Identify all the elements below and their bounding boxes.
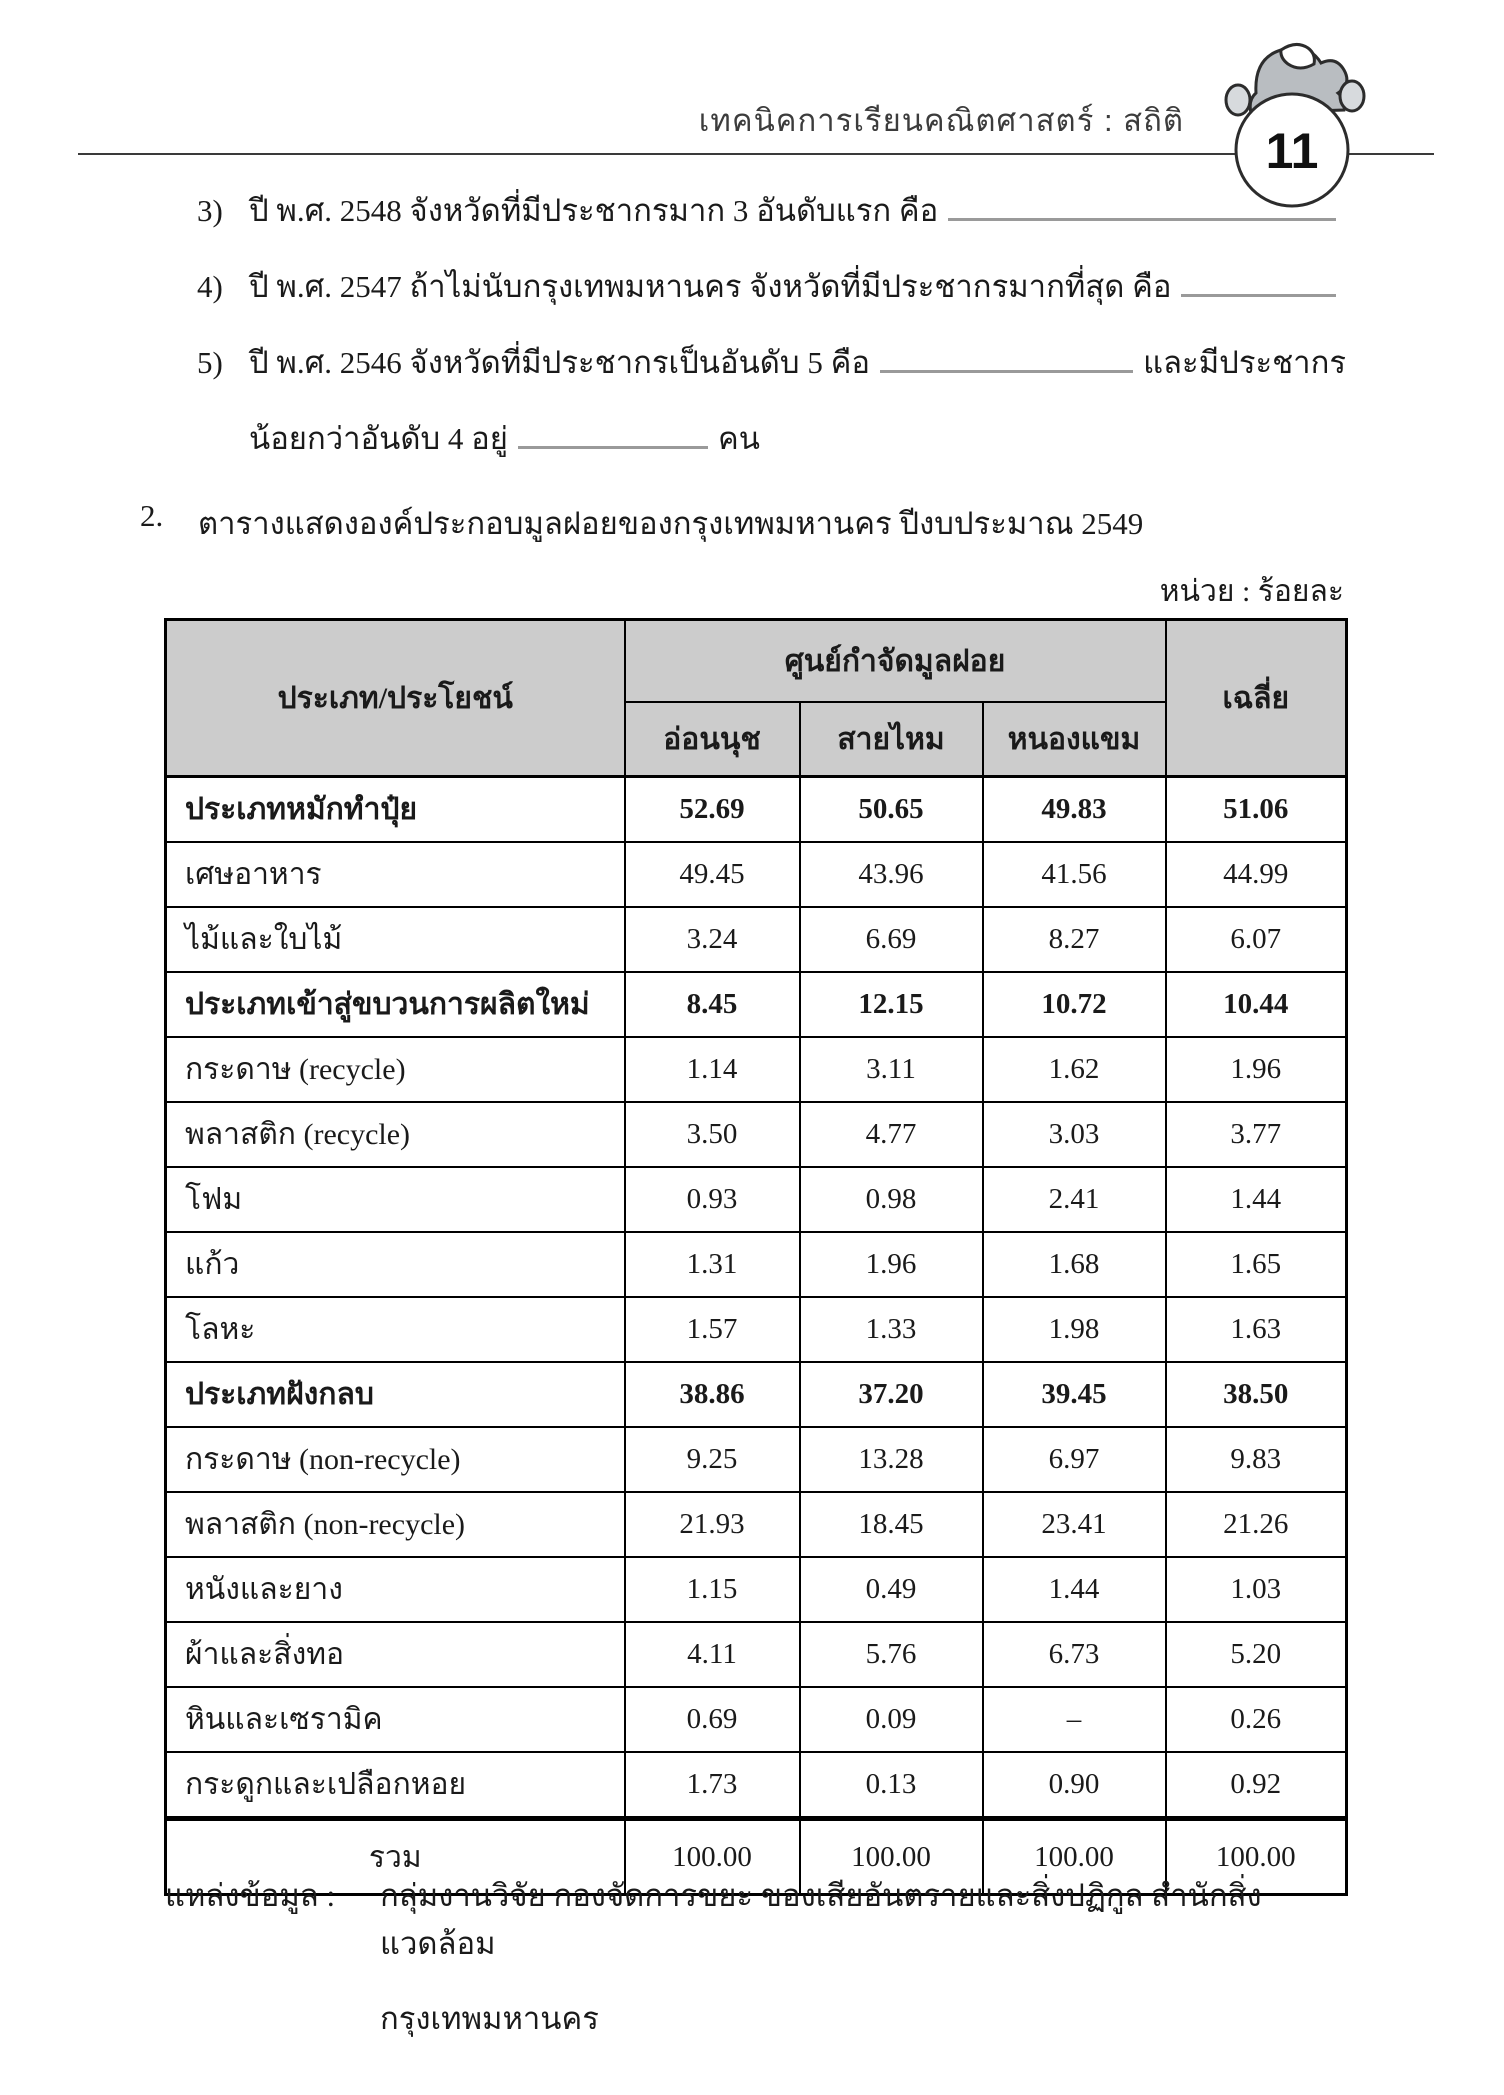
question-5 xyxy=(197,340,1346,385)
question-5-continued xyxy=(197,416,1346,461)
question-4 xyxy=(197,264,1346,309)
total-label: รวม xyxy=(166,1819,625,1895)
question-text-after: และมีประชากร xyxy=(1143,345,1346,380)
row-value: 2.41 xyxy=(983,1167,1166,1232)
table-row xyxy=(166,1232,1347,1297)
row-value: 21.26 xyxy=(1166,1492,1347,1557)
row-label: โลหะ xyxy=(166,1297,625,1362)
row-value: 1.44 xyxy=(1166,1167,1347,1232)
row-value: 44.99 xyxy=(1166,842,1347,907)
row-value: 1.62 xyxy=(983,1037,1166,1102)
source-label: แหล่งข้อมูล : xyxy=(165,1878,336,1913)
table-body xyxy=(166,777,1347,1819)
row-value: 9.83 xyxy=(1166,1427,1347,1492)
row-value: 43.96 xyxy=(800,842,983,907)
column-header-saimai: สายไหม xyxy=(800,702,983,777)
row-value: 1.31 xyxy=(625,1232,800,1297)
row-value: 4.77 xyxy=(800,1102,983,1167)
row-label: พลาสติก (recycle) xyxy=(166,1102,625,1167)
row-value: 8.27 xyxy=(983,907,1166,972)
row-value: 10.44 xyxy=(1166,972,1347,1037)
table-row xyxy=(166,1362,1347,1427)
source-text-line2: กรุงเทพมหานคร xyxy=(380,2001,599,2036)
table-row xyxy=(166,1622,1347,1687)
row-value: 3.50 xyxy=(625,1102,800,1167)
row-label: ไม้และใบไม้ xyxy=(166,907,625,972)
column-header-nongkhaem: หนองแขม xyxy=(983,702,1166,777)
row-value: 38.86 xyxy=(625,1362,800,1427)
table-row xyxy=(166,777,1347,843)
row-value: 1.15 xyxy=(625,1557,800,1622)
source-note xyxy=(165,1872,1346,2043)
row-value: 0.93 xyxy=(625,1167,800,1232)
row-value: 49.45 xyxy=(625,842,800,907)
source-text-line1: กลุ่มงานวิจัย กองจัดการขยะ ของเสียอันตรายและสิ่งปฏิกูล สำนักสิ่งแวดล้อม xyxy=(380,1878,1262,1961)
question-number: 4) xyxy=(197,269,223,304)
table-row xyxy=(166,1557,1347,1622)
page-header xyxy=(78,0,1434,179)
row-value: 6.97 xyxy=(983,1427,1166,1492)
column-header-disposal-centers: ศูนย์กำจัดมูลฝอย xyxy=(625,620,1166,703)
answer-blank xyxy=(880,340,1133,373)
question-text: ปี พ.ศ. 2548 จังหวัดที่มีประชากรมาก 3 อันดับแรก คือ xyxy=(249,193,939,228)
row-value: 41.56 xyxy=(983,842,1166,907)
row-value: 21.93 xyxy=(625,1492,800,1557)
question-number: 3) xyxy=(197,193,223,228)
row-value: 1.96 xyxy=(800,1232,983,1297)
row-value: 5.20 xyxy=(1166,1622,1347,1687)
unit-label: หน่วย : ร้อยละ xyxy=(1159,575,1344,608)
row-label: เศษอาหาร xyxy=(166,842,625,907)
column-header-average: เฉลี่ย xyxy=(1166,620,1347,777)
answer-blank xyxy=(1181,264,1336,297)
row-value: 49.83 xyxy=(983,777,1166,843)
table-row xyxy=(166,1167,1347,1232)
row-value: 10.72 xyxy=(983,972,1166,1037)
question-text: ปี พ.ศ. 2547 ถ้าไม่นับกรุงเทพมหานคร จังหวัดที่มีประชากรมากที่สุด คือ xyxy=(249,269,1172,304)
row-value: 3.24 xyxy=(625,907,800,972)
waste-composition-table xyxy=(164,618,1348,1896)
page-title: เทคนิคการเรียนคณิตศาสตร์ : สถิติ xyxy=(698,103,1184,138)
row-value: 8.45 xyxy=(625,972,800,1037)
answer-blank xyxy=(948,188,1336,221)
row-value: 51.06 xyxy=(1166,777,1347,843)
table-row xyxy=(166,907,1347,972)
question-3 xyxy=(197,188,1346,233)
answer-blank xyxy=(518,416,708,449)
row-value: 0.13 xyxy=(800,1752,983,1819)
row-value: – xyxy=(983,1687,1166,1752)
row-value: 3.03 xyxy=(983,1102,1166,1167)
row-value: 1.63 xyxy=(1166,1297,1347,1362)
row-value: 52.69 xyxy=(625,777,800,843)
row-value: 1.14 xyxy=(625,1037,800,1102)
row-label: หนังและยาง xyxy=(166,1557,625,1622)
total-value: 100.00 xyxy=(625,1819,800,1895)
row-value: 0.49 xyxy=(800,1557,983,1622)
row-value: 1.68 xyxy=(983,1232,1166,1297)
row-value: 6.07 xyxy=(1166,907,1347,972)
question-text-after: คน xyxy=(717,421,760,456)
row-value: 6.69 xyxy=(800,907,983,972)
row-value: 12.15 xyxy=(800,972,983,1037)
row-value: 1.73 xyxy=(625,1752,800,1819)
table-row xyxy=(166,972,1347,1037)
row-label: ประเภทหมักทำปุ๋ย xyxy=(166,777,625,843)
row-value: 1.33 xyxy=(800,1297,983,1362)
table-row xyxy=(166,1297,1347,1362)
row-label: ประเภทเข้าสู่ขบวนการผลิตใหม่ xyxy=(166,972,625,1037)
column-header-onnut: อ่อนนุช xyxy=(625,702,800,777)
row-value: 23.41 xyxy=(983,1492,1166,1557)
table-row xyxy=(166,1102,1347,1167)
row-label: หินและเซรามิค xyxy=(166,1687,625,1752)
questions-block xyxy=(197,188,1346,492)
row-value: 1.65 xyxy=(1166,1232,1347,1297)
row-label: กระดูกและเปลือกหอย xyxy=(166,1752,625,1819)
row-value: 4.11 xyxy=(625,1622,800,1687)
row-label: ประเภทฝังกลบ xyxy=(166,1362,625,1427)
row-label: โฟม xyxy=(166,1167,625,1232)
row-value: 50.65 xyxy=(800,777,983,843)
row-label: แก้ว xyxy=(166,1232,625,1297)
row-value: 0.98 xyxy=(800,1167,983,1232)
row-value: 0.26 xyxy=(1166,1687,1347,1752)
row-value: 0.90 xyxy=(983,1752,1166,1819)
row-value: 38.50 xyxy=(1166,1362,1347,1427)
section-title: ตารางแสดงองค์ประกอบมูลฝอยของกรุงเทพมหานคร ปีงบประมาณ 2549 xyxy=(198,506,1144,541)
question-text: ปี พ.ศ. 2546 จังหวัดที่มีประชากรเป็นอันดับ 5 คือ xyxy=(249,345,870,380)
row-value: 3.11 xyxy=(800,1037,983,1102)
mascot-bird-icon xyxy=(1196,38,1386,213)
page-number: 11 xyxy=(1265,123,1319,179)
row-label: พลาสติก (non-recycle) xyxy=(166,1492,625,1557)
row-value: 39.45 xyxy=(983,1362,1166,1427)
table-row xyxy=(166,1752,1347,1819)
row-label: กระดาษ (recycle) xyxy=(166,1037,625,1102)
column-header-category: ประเภท/ประโยชน์ xyxy=(166,620,625,777)
table-row xyxy=(166,1492,1347,1557)
total-value: 100.00 xyxy=(983,1819,1166,1895)
table-row xyxy=(166,1427,1347,1492)
question-number: 5) xyxy=(197,345,223,380)
table-row xyxy=(166,1037,1347,1102)
section-number: 2. xyxy=(140,498,164,533)
mascot-icon xyxy=(1196,38,1386,213)
table-header xyxy=(166,620,1347,777)
total-value: 100.00 xyxy=(1166,1819,1347,1895)
table-row xyxy=(166,1687,1347,1752)
row-value: 6.73 xyxy=(983,1622,1166,1687)
section-2-heading xyxy=(140,498,1346,548)
row-value: 1.03 xyxy=(1166,1557,1347,1622)
row-value: 1.57 xyxy=(625,1297,800,1362)
row-value: 9.25 xyxy=(625,1427,800,1492)
row-value: 3.77 xyxy=(1166,1102,1347,1167)
row-value: 37.20 xyxy=(800,1362,983,1427)
row-value: 0.09 xyxy=(800,1687,983,1752)
row-value: 1.98 xyxy=(983,1297,1166,1362)
row-value: 1.96 xyxy=(1166,1037,1347,1102)
question-text: น้อยกว่าอันดับ 4 อยู่ xyxy=(249,421,508,456)
row-value: 1.44 xyxy=(983,1557,1166,1622)
row-value: 0.92 xyxy=(1166,1752,1347,1819)
row-value: 0.69 xyxy=(625,1687,800,1752)
row-value: 5.76 xyxy=(800,1622,983,1687)
total-value: 100.00 xyxy=(800,1819,983,1895)
row-label: กระดาษ (non-recycle) xyxy=(166,1427,625,1492)
table-row xyxy=(166,842,1347,907)
row-label: ผ้าและสิ่งทอ xyxy=(166,1622,625,1687)
row-value: 13.28 xyxy=(800,1427,983,1492)
row-value: 18.45 xyxy=(800,1492,983,1557)
